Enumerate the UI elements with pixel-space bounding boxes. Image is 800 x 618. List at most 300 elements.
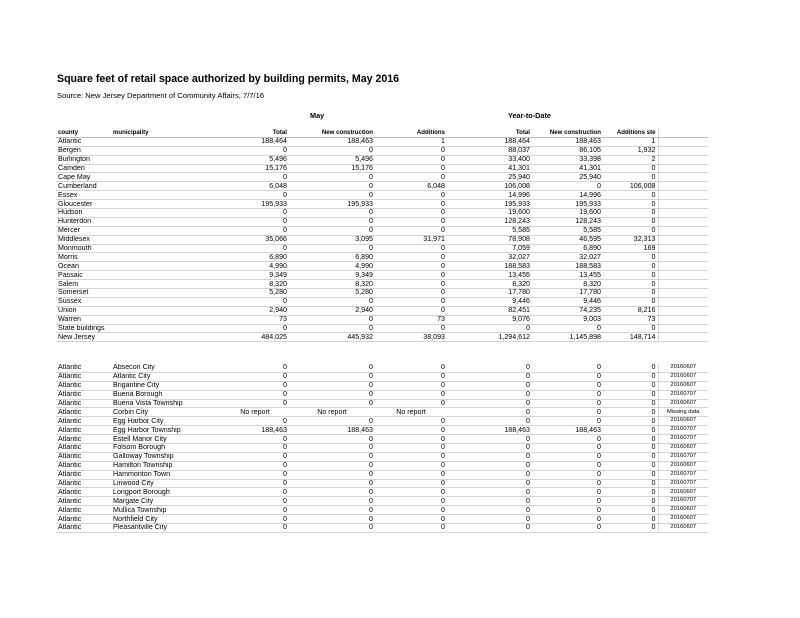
ytd-new-construction-cell: 25,940	[532, 173, 603, 182]
ytd-additions-cell: 0	[603, 444, 658, 453]
may-additions-cell: 0	[375, 155, 447, 164]
ytd-total-cell: 0	[447, 488, 532, 497]
status-cell	[658, 164, 708, 173]
may-total-cell: 0	[221, 444, 289, 453]
group-header-may: May	[310, 111, 325, 120]
ytd-total-cell: 0	[447, 324, 532, 333]
county-cell: Atlantic	[56, 390, 111, 399]
may-new-construction-cell: 0	[289, 417, 375, 426]
municipality-row	[56, 435, 708, 444]
county-cell: Hunterdon	[56, 217, 111, 226]
may-total-cell: 0	[221, 435, 289, 444]
county-cell: Burlington	[56, 155, 111, 164]
status-cell: 20160707	[658, 452, 708, 461]
county-cell: Atlantic	[56, 515, 111, 524]
ytd-total-cell: 41,301	[447, 164, 532, 173]
may-new-construction-cell: 15,176	[289, 164, 375, 173]
ytd-new-construction-cell: 0	[532, 399, 603, 408]
may-total-cell: 0	[221, 173, 289, 182]
status-cell	[658, 297, 708, 306]
county-row	[56, 182, 708, 191]
may-additions-cell: 0	[375, 435, 447, 444]
may-new-construction-cell: 2,940	[289, 306, 375, 315]
may-total-cell: 0	[221, 479, 289, 488]
status-cell: 20160707	[658, 470, 708, 479]
county-cell: Mercer	[56, 226, 111, 235]
ytd-new-construction-cell: 14,996	[532, 191, 603, 200]
county-row	[56, 155, 708, 164]
municipality-cell: Longport Borough	[111, 488, 221, 497]
may-additions-cell: 0	[375, 244, 447, 253]
county-cell: Atlantic	[56, 479, 111, 488]
county-row	[56, 200, 708, 209]
may-new-construction-cell: 4,990	[289, 262, 375, 271]
ytd-additions-cell: 0	[603, 209, 658, 218]
status-cell	[658, 155, 708, 164]
county-row	[56, 209, 708, 218]
may-new-construction-cell: 9,349	[289, 271, 375, 280]
status-cell	[658, 235, 708, 244]
municipality-row	[56, 417, 708, 426]
may-additions-cell: 31,971	[375, 235, 447, 244]
may-total-cell: 0	[221, 217, 289, 226]
may-new-construction-cell: 5,280	[289, 289, 375, 298]
municipality-cell: Buena Vista Township	[111, 399, 221, 408]
ytd-new-construction-cell: 8,320	[532, 280, 603, 289]
ytd-new-construction-cell: 0	[532, 452, 603, 461]
ytd-new-construction-cell: 0	[532, 182, 603, 191]
municipality-cell: Hammonton Town	[111, 470, 221, 479]
may-new-construction-cell: 0	[289, 452, 375, 461]
may-new-construction-cell: 0	[289, 297, 375, 306]
municipality-cell	[111, 315, 221, 324]
may-total-cell: 0	[221, 244, 289, 253]
ytd-new-construction-cell: 13,455	[532, 271, 603, 280]
status-cell: Missing data	[658, 408, 708, 417]
municipality-row	[56, 470, 708, 479]
ytd-additions-cell: 0	[603, 200, 658, 209]
may-additions-cell: 0	[375, 262, 447, 271]
county-cell: Atlantic	[56, 452, 111, 461]
ytd-total-cell: 195,933	[447, 200, 532, 209]
status-cell: 20160607	[658, 399, 708, 408]
ytd-total-cell: 0	[447, 461, 532, 470]
municipality-row	[56, 524, 708, 533]
ytd-new-construction-cell: 188,463	[532, 426, 603, 435]
county-row	[56, 315, 708, 324]
may-total-cell: 2,940	[221, 306, 289, 315]
status-cell	[658, 200, 708, 209]
report-source: Source: New Jersey Department of Community Affairs, 7/7/16	[57, 91, 265, 100]
may-additions-cell: 0	[375, 209, 447, 218]
county-row	[56, 235, 708, 244]
ytd-new-construction-cell: 86,105	[532, 146, 603, 155]
col-header-county: county	[56, 129, 111, 137]
col-header-may-total: Total	[221, 129, 289, 137]
may-additions-cell: 0	[375, 297, 447, 306]
ytd-new-construction-cell: 0	[532, 497, 603, 506]
ytd-new-construction-cell: 0	[532, 324, 603, 333]
ytd-additions-cell: 0	[603, 506, 658, 515]
ytd-additions-cell: 106,008	[603, 182, 658, 191]
status-cell: 20160707	[658, 390, 708, 399]
ytd-total-cell: 0	[447, 444, 532, 453]
ytd-additions-cell: 2	[603, 155, 658, 164]
county-row	[56, 289, 708, 298]
ytd-new-construction-cell: 0	[532, 461, 603, 470]
ytd-total-cell: 0	[447, 381, 532, 390]
may-new-construction-cell: 0	[289, 497, 375, 506]
may-additions-cell: No report	[375, 408, 447, 417]
may-new-construction-cell: 445,932	[289, 333, 375, 342]
may-new-construction-cell: 0	[289, 217, 375, 226]
may-new-construction-cell: 0	[289, 146, 375, 155]
ytd-total-cell: 0	[447, 479, 532, 488]
county-cell: Bergen	[56, 146, 111, 155]
ytd-total-cell: 13,455	[447, 271, 532, 280]
may-total-cell: 0	[221, 399, 289, 408]
may-total-cell: 0	[221, 297, 289, 306]
may-additions-cell: 73	[375, 315, 447, 324]
may-additions-cell: 0	[375, 306, 447, 315]
may-additions-cell: 0	[375, 426, 447, 435]
may-additions-cell: 0	[375, 515, 447, 524]
may-new-construction-cell: 188,463	[289, 426, 375, 435]
ytd-total-cell: 0	[447, 470, 532, 479]
ytd-additions-cell: 0	[603, 289, 658, 298]
may-new-construction-cell: 188,463	[289, 137, 375, 146]
may-additions-cell: 0	[375, 364, 447, 372]
municipality-cell: Atlantic City	[111, 372, 221, 381]
municipality-cell: Absecon City	[111, 364, 221, 372]
county-row	[56, 271, 708, 280]
may-new-construction-cell: 0	[289, 324, 375, 333]
ytd-total-cell: 82,451	[447, 306, 532, 315]
county-cell: Atlantic	[56, 372, 111, 381]
may-total-cell: 0	[221, 191, 289, 200]
municipality-cell	[111, 271, 221, 280]
ytd-new-construction-cell: 5,585	[532, 226, 603, 235]
county-cell: Atlantic	[56, 506, 111, 515]
ytd-additions-cell: 0	[603, 381, 658, 390]
ytd-new-construction-cell: 9,003	[532, 315, 603, 324]
ytd-total-cell: 1,294,612	[447, 333, 532, 342]
status-cell: 20160607	[658, 524, 708, 533]
status-cell	[658, 244, 708, 253]
ytd-total-cell: 14,996	[447, 191, 532, 200]
municipality-cell: Egg Harbor Township	[111, 426, 221, 435]
may-additions-cell: 0	[375, 164, 447, 173]
may-additions-cell: 0	[375, 217, 447, 226]
municipality-cell	[111, 306, 221, 315]
municipality-cell	[111, 244, 221, 253]
ytd-additions-cell: 0	[603, 297, 658, 306]
municipality-cell	[111, 164, 221, 173]
municipality-row	[56, 479, 708, 488]
may-total-cell: 5,496	[221, 155, 289, 164]
col-header-ytd-new-construction: New construction	[532, 129, 603, 137]
col-header-may-new-construction: New construction	[289, 129, 375, 137]
municipality-cell	[111, 191, 221, 200]
may-new-construction-cell: 0	[289, 435, 375, 444]
ytd-new-construction-cell: 188,583	[532, 262, 603, 271]
county-cell: Atlantic	[56, 137, 111, 146]
county-cell: Atlantic	[56, 399, 111, 408]
ytd-additions-cell: 0	[603, 399, 658, 408]
may-additions-cell: 0	[375, 417, 447, 426]
status-cell: 20160707	[658, 435, 708, 444]
ytd-additions-cell: 0	[603, 452, 658, 461]
may-additions-cell: 0	[375, 324, 447, 333]
municipality-row	[56, 452, 708, 461]
ytd-total-cell: 7,059	[447, 244, 532, 253]
col-header-ytd-additions: Additions ste	[603, 129, 658, 137]
may-total-cell: 0	[221, 497, 289, 506]
ytd-additions-cell: 0	[603, 226, 658, 235]
county-row	[56, 253, 708, 262]
county-cell: Somerset	[56, 289, 111, 298]
column-header-row	[56, 129, 708, 137]
may-additions-cell: 1	[375, 137, 447, 146]
county-cell: Atlantic	[56, 497, 111, 506]
status-cell: 20160607	[658, 417, 708, 426]
ytd-total-cell: 0	[447, 408, 532, 417]
may-total-cell: 188,463	[221, 426, 289, 435]
may-total-cell: 0	[221, 515, 289, 524]
status-cell	[658, 271, 708, 280]
municipality-row	[56, 444, 708, 453]
ytd-new-construction-cell: 0	[532, 381, 603, 390]
municipality-row	[56, 426, 708, 435]
county-row	[56, 137, 708, 146]
ytd-additions-cell: 148,714	[603, 333, 658, 342]
municipality-row	[56, 381, 708, 390]
may-new-construction-cell: 6,890	[289, 253, 375, 262]
county-cell: State buildings	[56, 324, 111, 333]
ytd-total-cell: 8,320	[447, 280, 532, 289]
ytd-total-cell: 106,008	[447, 182, 532, 191]
ytd-additions-cell: 32,313	[603, 235, 658, 244]
status-cell	[658, 280, 708, 289]
ytd-additions-cell: 0	[603, 408, 658, 417]
may-additions-cell: 0	[375, 271, 447, 280]
may-total-cell: 0	[221, 470, 289, 479]
may-additions-cell: 0	[375, 289, 447, 298]
municipality-cell	[111, 262, 221, 271]
county-cell: Atlantic	[56, 524, 111, 533]
ytd-total-cell: 0	[447, 399, 532, 408]
county-cell: New Jersey	[56, 333, 111, 342]
may-new-construction-cell: 0	[289, 173, 375, 182]
county-cell: Monmouth	[56, 244, 111, 253]
municipality-cell	[111, 209, 221, 218]
municipality-cell: Corbin City	[111, 408, 221, 417]
county-cell: Gloucester	[56, 200, 111, 209]
status-cell	[658, 333, 708, 342]
ytd-additions-cell: 0	[603, 164, 658, 173]
municipality-cell	[111, 182, 221, 191]
municipality-cell: Mullica Township	[111, 506, 221, 515]
ytd-additions-cell: 0	[603, 364, 658, 372]
ytd-total-cell: 0	[447, 452, 532, 461]
municipality-row	[56, 364, 708, 372]
ytd-additions-cell: 0	[603, 524, 658, 533]
county-row	[56, 244, 708, 253]
may-additions-cell: 0	[375, 479, 447, 488]
county-row	[56, 280, 708, 289]
ytd-total-cell: 9,446	[447, 297, 532, 306]
may-new-construction-cell: 0	[289, 488, 375, 497]
municipality-cell: Buena Borough	[111, 390, 221, 399]
status-cell: 20160607	[658, 444, 708, 453]
may-total-cell: 0	[221, 461, 289, 470]
ytd-new-construction-cell: 1,145,898	[532, 333, 603, 342]
county-row	[56, 173, 708, 182]
status-cell	[658, 217, 708, 226]
county-summary-table	[56, 129, 708, 342]
ytd-new-construction-cell: 6,890	[532, 244, 603, 253]
ytd-new-construction-cell: 17,780	[532, 289, 603, 298]
ytd-new-construction-cell: 0	[532, 444, 603, 453]
status-cell: 20160607	[658, 381, 708, 390]
municipality-row	[56, 461, 708, 470]
county-cell: Ocean	[56, 262, 111, 271]
may-additions-cell: 0	[375, 444, 447, 453]
col-header-status	[658, 129, 708, 137]
ytd-additions-cell: 0	[603, 280, 658, 289]
ytd-new-construction-cell: 0	[532, 479, 603, 488]
may-total-cell: 9,349	[221, 271, 289, 280]
ytd-new-construction-cell: 188,463	[532, 137, 603, 146]
municipality-row	[56, 390, 708, 399]
may-new-construction-cell: 0	[289, 399, 375, 408]
municipality-cell	[111, 297, 221, 306]
ytd-new-construction-cell: 0	[532, 515, 603, 524]
may-new-construction-cell: 0	[289, 479, 375, 488]
municipality-row	[56, 408, 708, 417]
ytd-new-construction-cell: 0	[532, 408, 603, 417]
ytd-new-construction-cell: 33,398	[532, 155, 603, 164]
ytd-additions-cell: 0	[603, 390, 658, 399]
may-total-cell: 0	[221, 390, 289, 399]
may-total-cell: 0	[221, 488, 289, 497]
may-new-construction-cell: 0	[289, 390, 375, 399]
may-new-construction-cell: 0	[289, 444, 375, 453]
ytd-additions-cell: 0	[603, 372, 658, 381]
may-new-construction-cell: 0	[289, 191, 375, 200]
ytd-additions-cell: 0	[603, 461, 658, 470]
ytd-new-construction-cell: 0	[532, 372, 603, 381]
county-cell: Camden	[56, 164, 111, 173]
county-row	[56, 191, 708, 200]
may-new-construction-cell: 0	[289, 209, 375, 218]
ytd-additions-cell: 0	[603, 262, 658, 271]
status-cell	[658, 324, 708, 333]
may-additions-cell: 6,048	[375, 182, 447, 191]
county-row	[56, 217, 708, 226]
ytd-additions-cell: 0	[603, 324, 658, 333]
may-additions-cell: 0	[375, 280, 447, 289]
ytd-additions-cell: 73	[603, 315, 658, 324]
ytd-total-cell: 188,464	[447, 137, 532, 146]
may-total-cell: 73	[221, 315, 289, 324]
ytd-additions-cell: 0	[603, 470, 658, 479]
may-additions-cell: 38,093	[375, 333, 447, 342]
municipality-row	[56, 515, 708, 524]
ytd-new-construction-cell: 19,600	[532, 209, 603, 218]
status-cell: 20160707	[658, 497, 708, 506]
ytd-new-construction-cell: 0	[532, 435, 603, 444]
may-new-construction-cell: 0	[289, 524, 375, 533]
county-row	[56, 146, 708, 155]
county-cell: Atlantic	[56, 444, 111, 453]
may-additions-cell: 0	[375, 452, 447, 461]
may-total-cell: No report	[221, 408, 289, 417]
ytd-additions-cell: 0	[603, 488, 658, 497]
may-new-construction-cell: 0	[289, 506, 375, 515]
may-new-construction-cell: 0	[289, 244, 375, 253]
county-cell: Middlesex	[56, 235, 111, 244]
status-cell	[658, 306, 708, 315]
ytd-new-construction-cell: 195,933	[532, 200, 603, 209]
may-additions-cell: 0	[375, 506, 447, 515]
status-cell: 20160607	[658, 461, 708, 470]
status-cell	[658, 226, 708, 235]
may-total-cell: 188,464	[221, 137, 289, 146]
may-additions-cell: 0	[375, 381, 447, 390]
municipality-detail-table	[56, 364, 708, 533]
status-cell	[658, 146, 708, 155]
may-new-construction-cell: 0	[289, 226, 375, 235]
status-cell	[658, 182, 708, 191]
county-row	[56, 226, 708, 235]
county-cell: Atlantic	[56, 435, 111, 444]
ytd-additions-cell: 0	[603, 417, 658, 426]
ytd-total-cell: 0	[447, 372, 532, 381]
ytd-additions-cell: 169	[603, 244, 658, 253]
may-total-cell: 0	[221, 209, 289, 218]
may-new-construction-cell: 195,933	[289, 200, 375, 209]
ytd-additions-cell: 0	[603, 479, 658, 488]
may-new-construction-cell: 0	[289, 364, 375, 372]
municipality-cell	[111, 333, 221, 342]
may-additions-cell: 0	[375, 390, 447, 399]
may-new-construction-cell: No report	[289, 408, 375, 417]
county-cell: Union	[56, 306, 111, 315]
status-cell	[658, 209, 708, 218]
ytd-new-construction-cell: 46,595	[532, 235, 603, 244]
municipality-cell: Brigantine City	[111, 381, 221, 390]
county-row	[56, 297, 708, 306]
county-cell: Atlantic	[56, 417, 111, 426]
status-cell	[658, 173, 708, 182]
municipality-cell	[111, 253, 221, 262]
municipality-cell	[111, 235, 221, 244]
municipality-cell	[111, 289, 221, 298]
may-total-cell: 0	[221, 364, 289, 372]
ytd-additions-cell: 1,932	[603, 146, 658, 155]
may-new-construction-cell: 0	[289, 182, 375, 191]
may-total-cell: 0	[221, 417, 289, 426]
may-additions-cell: 0	[375, 372, 447, 381]
ytd-total-cell: 9,076	[447, 315, 532, 324]
may-new-construction-cell: 0	[289, 515, 375, 524]
county-cell: Passaic	[56, 271, 111, 280]
county-cell: Atlantic	[56, 381, 111, 390]
county-cell: Atlantic	[56, 470, 111, 479]
may-new-construction-cell: 3,095	[289, 235, 375, 244]
ytd-new-construction-cell: 0	[532, 364, 603, 372]
